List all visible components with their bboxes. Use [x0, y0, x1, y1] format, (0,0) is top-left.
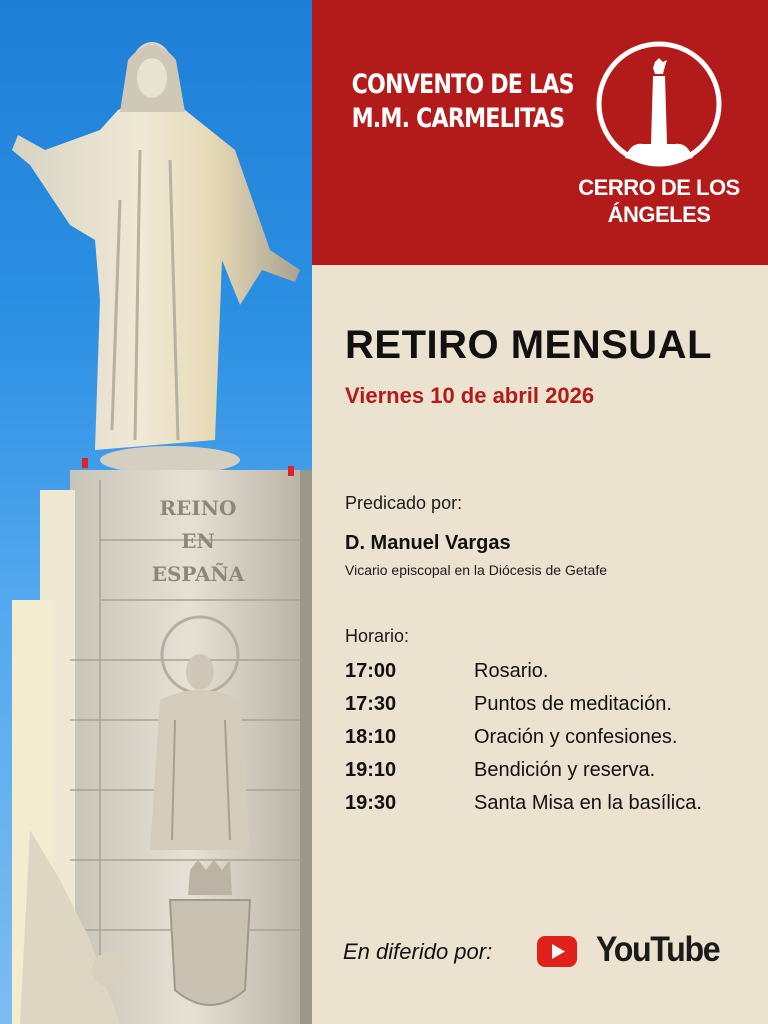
schedule-event: Santa Misa en la basílica. — [474, 792, 702, 814]
schedule-row — [345, 688, 765, 721]
schedule-event: Oración y confesiones. — [474, 726, 678, 748]
place-title — [570, 174, 748, 228]
schedule-event: Rosario. — [474, 660, 549, 682]
place-title-line-1: CERRO DE LOS — [578, 175, 740, 200]
youtube-play-icon[interactable] — [537, 933, 577, 970]
event-date: Viernes 10 de abril 2026 — [345, 383, 595, 408]
monument-icon — [595, 40, 723, 168]
schedule-event: Bendición y reserva. — [474, 759, 656, 781]
monument-photo — [0, 0, 312, 1024]
convent-title — [351, 68, 574, 136]
schedule-label: Horario: — [345, 626, 410, 646]
youtube-wordmark[interactable]: YouTube — [596, 930, 720, 969]
schedule-row — [345, 655, 765, 688]
schedule-row — [345, 787, 765, 820]
inscription-line-3: ESPAÑA — [151, 562, 245, 586]
schedule-time: 17:30 — [345, 693, 397, 715]
header-panel — [312, 0, 768, 265]
schedule-row — [345, 754, 765, 787]
schedule-list — [345, 655, 765, 820]
schedule-time: 18:10 — [345, 726, 397, 748]
convent-title-line-2: M.M. CARMELITAS — [351, 103, 565, 134]
place-title-line-2: ÁNGELES — [607, 202, 711, 227]
schedule-time: 17:00 — [345, 660, 397, 682]
inscription-line-1: REINO — [159, 496, 237, 520]
schedule-time: 19:10 — [345, 759, 397, 781]
inscription-line-2: EN — [181, 529, 215, 553]
content-panel — [312, 265, 768, 1024]
broadcast-label: En diferido por: — [343, 939, 493, 964]
preacher-label: Predicado por: — [345, 493, 463, 513]
schedule-time: 19:30 — [345, 792, 397, 814]
preacher-role: Vicario episcopal en la Diócesis de Getafe — [345, 562, 608, 578]
schedule-row — [345, 721, 765, 754]
convent-title-line-1: CONVENTO DE LAS — [351, 69, 574, 100]
monument-illustration — [0, 0, 312, 1024]
schedule-event: Puntos de meditación. — [474, 693, 672, 715]
preacher-name: D. Manuel Vargas — [345, 532, 511, 554]
event-title: RETIRO MENSUAL — [345, 323, 712, 367]
